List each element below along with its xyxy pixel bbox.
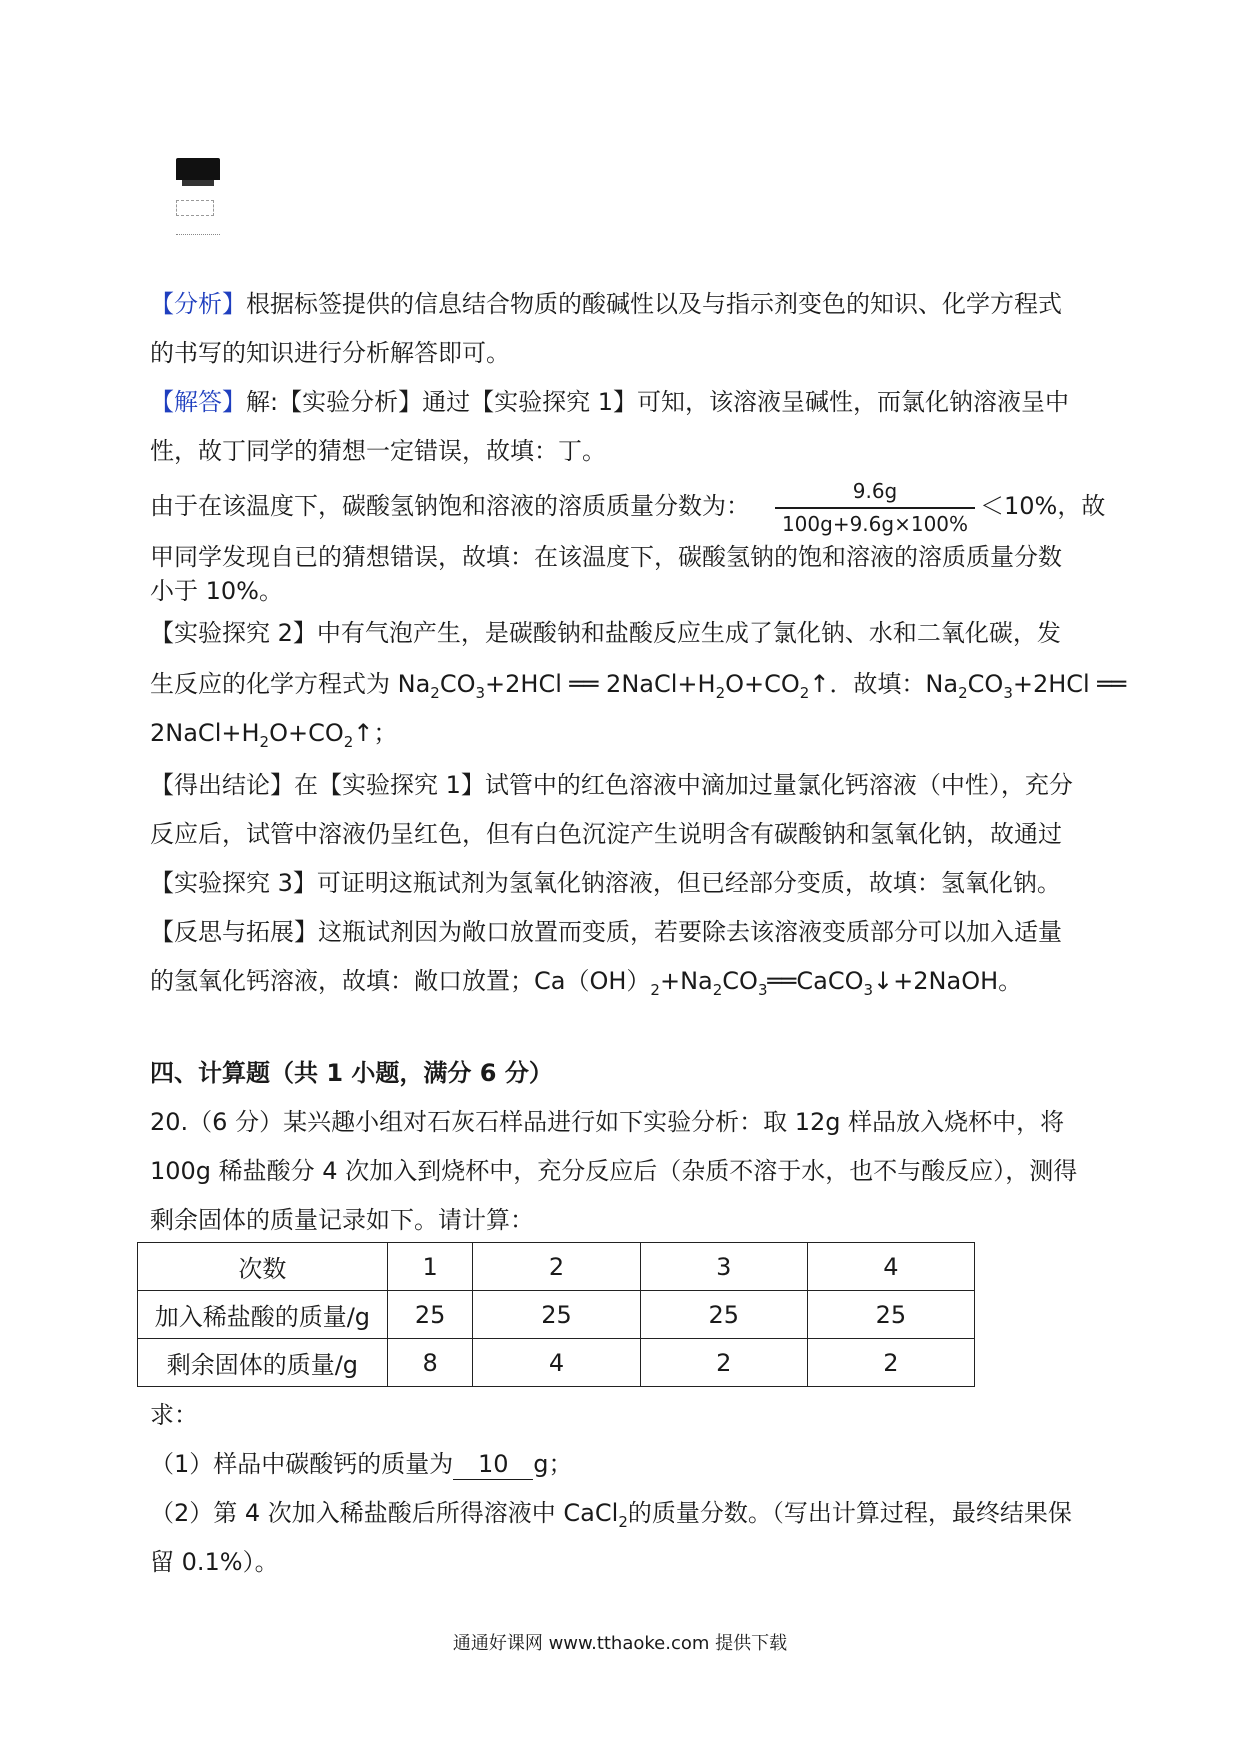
answer-line-3-tail: ＜10%，故 [980,492,1106,520]
question-1: （1）样品中碳酸钙的质量为 10 g； [150,1450,573,1478]
table-cell: 25 [473,1291,640,1339]
answer-line-1: 【解答】解:【实验分析】通过【实验探究 1】可知，该溶液呈碱性，而氯化钠溶液呈中 [150,388,1069,416]
answer-line-11: 【实验探究 3】可证明这瓶试剂为氢氧化钠溶液，但已经部分变质，故填：氢氧化钠。 [150,869,1061,897]
answer-line-7: 生反应的化学方程式为 $Na_2CO_3+2HCl$ ══ $2NaCl+H_2O+CO_2↑$．故填：$Na_2CO_3+2HCl$ ══ [150,670,1127,702]
table-cell: 25 [807,1291,974,1339]
fraction [775,478,975,538]
table-cell: 25 [640,1291,807,1339]
answer-line-4: 甲同学发现自已的猜想错误，故填：在该温度下，碳酸氢钠的饱和溶液的溶质质量分数 [150,543,1062,571]
table-row [138,1243,975,1291]
bottle-neck [182,180,214,186]
analysis-line-1: 【分析】根据标签提供的信息结合物质的酸碱性以及与指示剂变色的知识、化学方程式 [150,290,1062,318]
question-line-1: 20.（6 分）某兴趣小组对石灰石样品进行如下实验分析：取 12g 样品放入烧杯中，将 [150,1108,1065,1136]
answer-line-8: $2NaCl+H_2O+CO_2↑$； [150,719,398,751]
table-cell: 8 [387,1339,473,1387]
table-cell: 4 [473,1339,640,1387]
table-cell: 2 [807,1339,974,1387]
table-cell: 3 [640,1243,807,1291]
table-row [138,1339,975,1387]
answer-line-13: 的氢氧化钙溶液，故填：敞口放置；$Ca(OH)_2+Na_2CO_3══CaCO_3↓+2NaOH$。 [150,967,1023,999]
fraction-bar [775,507,975,509]
analysis-tag: 【分析】 [150,290,246,318]
answer-line-6: 【实验探究 2】中有气泡产生，是碳酸钠和盐酸反应生成了氯化钠、水和二氧化碳，发 [150,619,1061,647]
fraction-numerator: 9.6g [852,479,898,503]
question-line-2: 100g 稀盐酸分 4 次加入到烧杯中，充分反应后（杂质不溶于水，也不与酸反应），测得 [150,1157,1078,1185]
answer-line-2: 性，故丁同学的猜想一定错误，故填：丁。 [150,437,606,465]
answer-tag: 【解答】 [150,388,246,416]
table-cell: 加入稀盐酸的质量/g [138,1291,388,1339]
reagent-bottle-image [170,150,232,245]
table-cell: 剩余固体的质量/g [138,1339,388,1387]
ask-label: 求： [150,1401,198,1429]
question-2-line-2: 留 0.1%）。 [150,1548,279,1576]
question-2: （2）第 4 次加入稀盐酸后所得溶液中 CaCl$_2$的质量分数。（写出计算过程，最终结果保 [150,1499,1072,1531]
table-cell: 1 [387,1243,473,1291]
analysis-line-2: 的书写的知识进行分析解答即可。 [150,339,510,367]
answer-blank: 10 [453,1449,533,1480]
table-cell: 4 [807,1243,974,1291]
answer-line-10: 反应后，试管中溶液仍呈红色，但有白色沉淀产生说明含有碳酸钠和氢氧化钠，故通过 [150,820,1062,848]
bottle-cap [176,158,220,180]
answer-line-9: 【得出结论】在【实验探究 1】试管中的红色溶液中滴加过量氯化钙溶液（中性），充分 [150,771,1073,799]
table-row [138,1291,975,1339]
table-cell: 2 [473,1243,640,1291]
data-table [137,1242,975,1387]
section-title: 四、计算题（共 1 小题，满分 6 分） [150,1059,553,1087]
table-cell: 2 [640,1339,807,1387]
fraction-denominator: 100g+9.6g×100% [781,512,969,536]
bottle-label-line [176,222,220,235]
page-footer: 通通好课网 www.tthaoke.com 提供下载 [452,1633,788,1654]
question-line-3: 剩余固体的质量记录如下。请计算： [150,1206,534,1234]
answer-line-5: 小于 10%。 [150,577,283,605]
answer-line-3: 由于在该温度下，碳酸氢钠饱和溶液的溶质质量分数为： [150,492,750,520]
table-cell: 次数 [138,1243,388,1291]
bottle-label [176,200,214,216]
table-cell: 25 [387,1291,473,1339]
answer-line-12: 【反思与拓展】这瓶试剂因为敞口放置而变质，若要除去该溶液变质部分可以加入适量 [150,918,1062,946]
